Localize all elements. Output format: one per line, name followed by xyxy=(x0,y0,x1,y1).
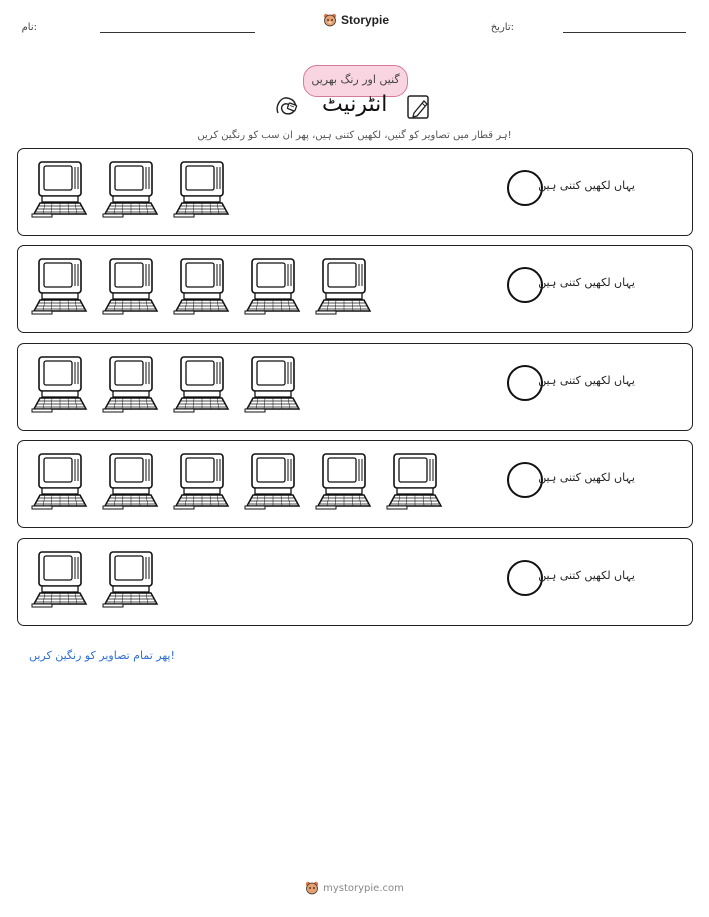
computer-icon[interactable] xyxy=(172,451,232,515)
row-label: یہاں لکھیں کتنی ہیں xyxy=(538,276,635,289)
count-row xyxy=(17,538,693,626)
name-line[interactable] xyxy=(100,32,255,33)
computer-icon[interactable] xyxy=(30,354,90,418)
computer-icon[interactable] xyxy=(30,159,90,223)
computer-icon[interactable] xyxy=(243,256,303,320)
computer-icon[interactable] xyxy=(243,354,303,418)
footer-url[interactable]: mystorypie.com xyxy=(323,882,404,894)
brand-name: Storypie xyxy=(341,13,390,27)
date-line[interactable] xyxy=(563,32,686,33)
computer-icon[interactable] xyxy=(30,256,90,320)
date-label: تاریخ: xyxy=(490,22,514,33)
count-row xyxy=(17,343,693,431)
footer xyxy=(0,881,709,895)
row-label: یہاں لکھیں کتنی ہیں xyxy=(538,374,635,387)
pencil-paper-icon xyxy=(405,93,433,121)
computer-icon[interactable] xyxy=(101,451,161,515)
bear-logo-icon xyxy=(305,881,319,895)
row-label: یہاں لکھیں کتنی ہیں xyxy=(538,471,635,484)
computer-icon[interactable] xyxy=(172,256,232,320)
count-row xyxy=(17,440,693,528)
count-row xyxy=(17,148,693,236)
computer-icon[interactable] xyxy=(172,159,232,223)
count-row xyxy=(17,245,693,333)
computer-icon[interactable] xyxy=(101,159,161,223)
computer-icon[interactable] xyxy=(314,256,374,320)
instruction-text: ہر قطار میں تصاویر کو گنیں، لکھیں کتنی ہیں، پھر ان سب کو رنگین کریں! xyxy=(197,130,512,141)
brand-logo xyxy=(323,13,389,27)
name-label: نام: xyxy=(21,22,37,33)
computer-icon[interactable] xyxy=(172,354,232,418)
computer-icon[interactable] xyxy=(314,451,374,515)
row-label: یہاں لکھیں کتنی ہیں xyxy=(538,569,635,582)
computer-icon[interactable] xyxy=(243,451,303,515)
computer-icon[interactable] xyxy=(101,256,161,320)
activity-tag: گنیں اور رنگ بھریں xyxy=(303,65,408,97)
computer-icon[interactable] xyxy=(30,451,90,515)
computer-icon[interactable] xyxy=(385,451,445,515)
row-label: یہاں لکھیں کتنی ہیں xyxy=(538,179,635,192)
computer-icon[interactable] xyxy=(30,549,90,613)
computer-icon[interactable] xyxy=(101,549,161,613)
footnote-text: پھر تمام تصاویر کو رنگین کریں! xyxy=(29,649,175,662)
worksheet-title: انٹرنیٹ xyxy=(322,92,388,117)
bear-logo-icon xyxy=(323,13,337,27)
computer-icon[interactable] xyxy=(101,354,161,418)
ethernet-cable-icon xyxy=(274,93,300,119)
